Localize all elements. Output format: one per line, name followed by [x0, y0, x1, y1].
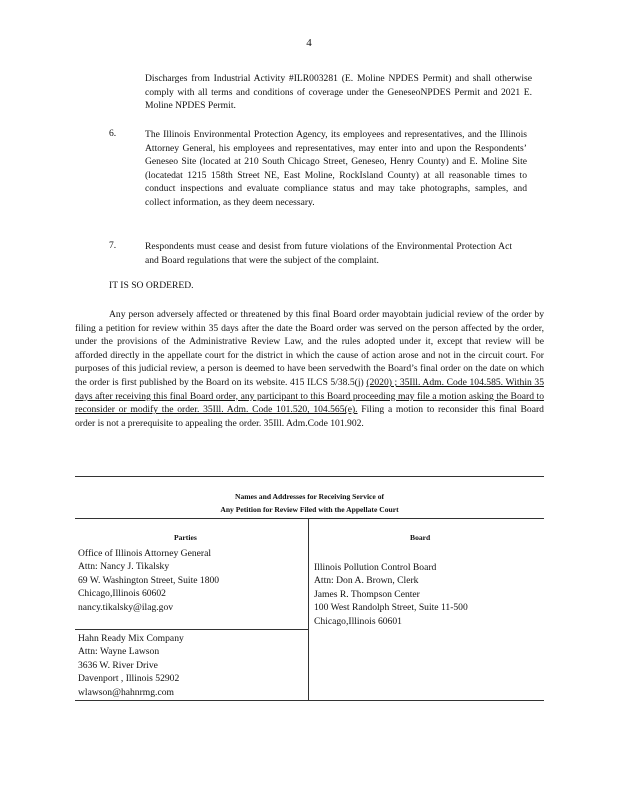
hahn-ready-mix-address	[78, 632, 184, 699]
so-ordered: IT IS SO ORDERED.	[109, 280, 194, 291]
address-line: 100 West Randolph Street, Suite 11-500	[314, 602, 468, 614]
address-line: Office of Illinois Attorney General	[78, 548, 212, 559]
table-parties-divider	[75, 629, 308, 630]
review-paragraph	[75, 308, 544, 430]
table-heading-line-1: Names and Addresses for Receiving Service of	[234, 492, 385, 501]
email-line: nancy.tikalsky@ilag.gov	[78, 601, 174, 613]
address-line: Attn: Wayne Lawson	[78, 646, 160, 658]
attorney-general-address	[78, 547, 219, 614]
board-label: Board	[410, 533, 431, 542]
parties-label: Parties	[174, 533, 197, 542]
address-line: 3636 W. River Drive	[78, 659, 158, 671]
review-underlined-text: (2020) ; 35Ill. Adm. Code 104.585. Within 35 days after receiving this final Board order, any participant to this Board proceeding may file a motion asking the Board to reconsider or modify the order. 35Ill. Adm. Code 101.520, 104.565(e).	[75, 376, 544, 416]
address-line: James R. Thompson Center	[314, 588, 420, 600]
table-top-rule	[75, 476, 544, 477]
table-header-rule	[75, 518, 544, 519]
item-5-continuation: Discharges from Industrial Activity #ILR003281 (E. Moline NPDES Permit) and shall otherwise comply with all terms and conditions of coverage under the GeneseoNPDES Permit and 2021 E. Moline NPDES Permit.	[145, 73, 532, 112]
address-line: Davenport , Illinois 52902	[78, 673, 180, 685]
review-tail-text: Filing a motion to reconsider this final Board order is not a prerequisite to appealing the order. 35Ill. Adm.Code 101.902.	[75, 404, 544, 429]
address-line: Chicago,Illinois 60601	[314, 615, 402, 627]
pollution-control-board-address	[314, 561, 468, 628]
email-line: wlawson@hahnrmg.com	[78, 686, 174, 698]
address-line: Hahn Ready Mix Company	[78, 633, 184, 644]
address-line: Attn: Nancy J. Tikalsky	[78, 561, 170, 573]
item-6-text: The Illinois Environmental Protection Agency, its employees and representatives, and the Illinois Attorney General, his employees and representatives, may enter into and upon the Respondents’ Geneseo Site (located at 210 South Chicago Street, Geneseo, Henry County) and E. Moline Site (locatedat 1215 158th Street NE, East Moline, RockIsland County) at all reasonable times to conduct inspections and evaluate compliance status and may take photographs, samples, and collect information, as they deem necessary.	[145, 129, 527, 208]
address-line: 69 W. Washington Street, Suite 1800	[78, 574, 220, 586]
page-number: 4	[306, 37, 312, 49]
item-7-number: 7.	[109, 240, 117, 251]
address-line: Attn: Don A. Brown, Clerk	[314, 575, 419, 587]
table-bottom-rule	[75, 700, 544, 701]
address-line: Chicago,Illinois 60602	[78, 588, 166, 600]
item-6-number: 6.	[109, 128, 117, 139]
address-line: Illinois Pollution Control Board	[314, 562, 437, 573]
table-heading-line-2: Any Petition for Review Filed with the Appellate Court	[220, 505, 399, 514]
table-column-divider	[308, 518, 309, 701]
item-7-text: Respondents must cease and desist from future violations of the Environmental Protection Act and Board regulations that were the subject of the complaint.	[145, 241, 512, 266]
review-main-text: Any person adversely affected or threatened by this final Board order mayobtain judicial review of the order by filing a petition for review within 35 days after the date the Board order was served on the person affected by the order, under the provisions of the Administrative Review Law, and the rules adopted under it, except that review will be afforded directly in the appellate court for the district in which the cause of action arose and not in the circuit court. For purposes of this judicial review, a person is deemed to have been servedwith the Board’s final order on the date on which the order is first published by the Board on its website. 415 ILCS 5/38.5(j)	[75, 309, 544, 388]
